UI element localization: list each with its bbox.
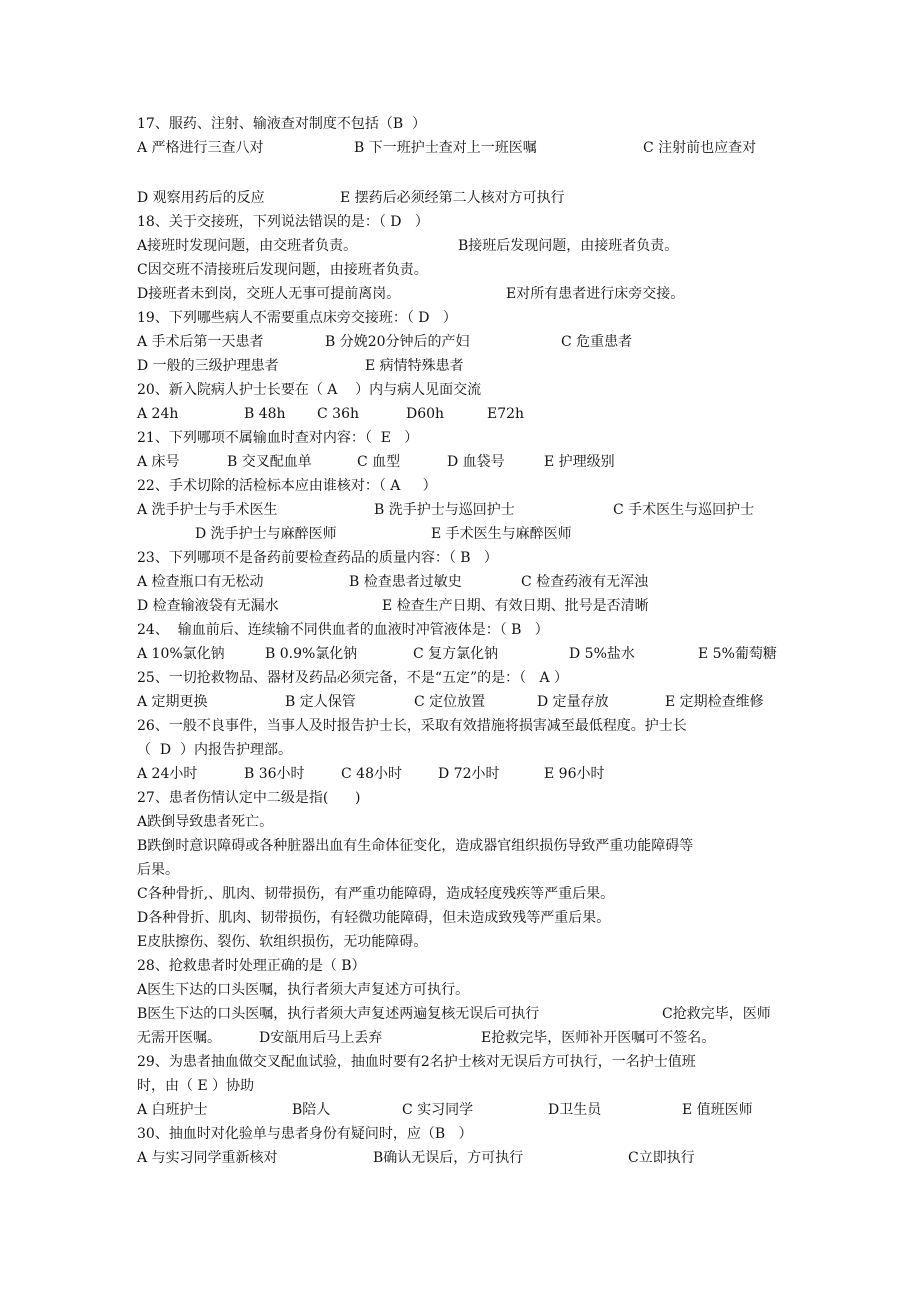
- q18-option-b: B接班后发现问题，由接班者负责。: [458, 238, 679, 254]
- q18-option-c: C因交班不清接班后发现问题，由接班者负责。: [137, 262, 428, 278]
- q28-option-b: B医生下达的口头医嘱，执行者须大声复述两遍复核无误后可执行: [137, 1006, 540, 1022]
- q26-option-a: A 24小时: [137, 766, 198, 782]
- q17-option-e: E 摆药后必须经第二人核对方可执行: [340, 190, 565, 206]
- q17-option-a: A 严格进行三查八对: [137, 140, 264, 156]
- q17-option-c: C 注射前也应查对: [643, 140, 757, 156]
- question-19-stem: 19、下列哪些病人不需要重点床旁交接班：（ D ）: [137, 310, 457, 326]
- q25-option-d: D 定量存放: [537, 694, 609, 710]
- q25-option-b: B 定人保管: [285, 694, 356, 710]
- document-page: [137, 112, 797, 1170]
- q21-option-e: E 护理级别: [544, 454, 615, 470]
- q25-option-e: E 定期检查维修: [665, 694, 764, 710]
- question-27-stem: 27、患者伤情认定中二级是指( ): [137, 790, 361, 806]
- question-29-stem-cont: 时，由（ E ）协助: [137, 1078, 255, 1094]
- q30-option-a: A 与实习同学重新核对: [137, 1150, 278, 1166]
- q24-option-b: B 0.9%氯化钠: [265, 646, 358, 662]
- q18-option-a: A接班时发现问题，由交班者负责。: [137, 238, 358, 254]
- q25-option-c: C 定位放置: [414, 694, 486, 710]
- q28-option-c-cont: 无需开医嘱。: [137, 1030, 221, 1046]
- q22-option-d: D 洗手护士与麻醉医师: [195, 526, 337, 542]
- q20-option-c: C 36h: [317, 406, 359, 422]
- question-17-stem: 17、服药、注射、输液查对制度不包括（B ）: [137, 116, 427, 132]
- q29-option-b: B陪人: [292, 1102, 331, 1118]
- q27-option-d: D各种骨折、肌肉、韧带损伤，有轻微功能障碍，但未造成致残等严重后果。: [137, 910, 611, 926]
- question-21-options: [137, 450, 797, 474]
- question-17-options-2: [137, 186, 797, 210]
- question-23-options: [137, 570, 797, 594]
- q28-option-c: C抢救完毕，医师: [662, 1006, 771, 1022]
- question-24-stem: 24、 输血前后、连续输不同供血者的血液时冲管液体是：（ B ）: [137, 622, 549, 638]
- question-19-options: [137, 330, 797, 354]
- q23-option-d: D 检查输液袋有无漏水: [137, 598, 279, 614]
- q21-option-b: B 交叉配血单: [227, 454, 312, 470]
- q22-option-c: C 手术医生与巡回护士: [613, 502, 755, 518]
- question-26-stem-cont: （ D ）内报告护理部。: [137, 742, 293, 758]
- question-20-stem: 20、新入院病人护士长要在（ A ）内与病人见面交流: [137, 382, 482, 398]
- question-18-options: [137, 234, 797, 258]
- q28-option-e: E抢救完毕，医师补开医嘱可不签名。: [481, 1030, 716, 1046]
- q24-option-d: D 5%盐水: [569, 646, 635, 662]
- q21-option-d: D 血袋号: [447, 454, 505, 470]
- question-26-options: [137, 762, 797, 786]
- q27-option-b: B跌倒时意识障碍或各种脏器出血有生命体征变化，造成器官组织损伤导致严重功能障碍等: [137, 838, 694, 854]
- q17-option-b: B 下一班护士查对上一班医嘱: [354, 140, 537, 156]
- q18-option-d: D接班者未到岗，交班人无事可提前离岗。: [137, 286, 401, 302]
- q19-option-a: A 手术后第一天患者: [137, 334, 264, 350]
- question-25-stem: 25、一切抢救物品、器材及药品必须完备，不是“五定”的是：（ A ）: [137, 670, 569, 686]
- q20-option-a: A 24h: [137, 406, 179, 422]
- q28-option-d: D安瓿用后马上丢弃: [259, 1030, 383, 1046]
- question-21-stem: 21、下列哪项不属输血时查对内容：（ E ）: [137, 430, 419, 446]
- q20-option-d: D60h: [406, 406, 445, 422]
- q26-option-d: D 72小时: [438, 766, 500, 782]
- q19-option-b: B 分娩20分钟后的产妇: [325, 334, 470, 350]
- q27-option-a: A跌倒导致患者死亡。: [137, 814, 274, 830]
- question-28-options-2: [137, 1026, 797, 1050]
- q24-option-e: E 5%葡萄糖: [698, 646, 777, 662]
- q22-option-a: A 洗手护士与手术医生: [137, 502, 278, 518]
- q20-option-e: E72h: [487, 406, 525, 422]
- question-24-options: [137, 642, 797, 666]
- question-23-stem: 23、下列哪项不是备药前要检查药品的质量内容：（ B ）: [137, 550, 498, 566]
- q24-option-a: A 10%氯化钠: [137, 646, 225, 662]
- q30-option-b: B确认无误后，方可执行: [373, 1150, 524, 1166]
- question-22-options: [137, 498, 797, 522]
- question-28-options: [137, 1002, 797, 1026]
- question-18-options-3: [137, 282, 797, 306]
- question-30-options: [137, 1146, 797, 1170]
- q23-option-a: A 检查瓶口有无松动: [137, 574, 264, 590]
- q27-option-b-cont: 后果。: [137, 862, 179, 878]
- q23-option-b: B 检查患者过敏史: [349, 574, 462, 590]
- q18-option-e: E对所有患者进行床旁交接。: [506, 286, 685, 302]
- question-17-options: [137, 136, 797, 160]
- question-19-options-2: [137, 354, 797, 378]
- q20-option-b: B 48h: [244, 406, 286, 422]
- q30-option-c: C立即执行: [628, 1150, 695, 1166]
- q24-option-c: C 复方氯化钠: [413, 646, 499, 662]
- q19-option-e: E 病情特殊患者: [365, 358, 464, 374]
- question-18-stem: 18、关于交接班，下列说法错误的是：（ D ）: [137, 214, 429, 230]
- question-20-options: [137, 402, 797, 426]
- q21-option-c: C 血型: [357, 454, 401, 470]
- question-29-options: [137, 1098, 797, 1122]
- q25-option-a: A 定期更换: [137, 694, 208, 710]
- question-26-stem: 26、一般不良事件，当事人及时报告护士长，采取有效措施将损害减至最低程度。护士长: [137, 718, 687, 734]
- question-22-stem: 22、手术切除的活检标本应由谁核对：（ A ）: [137, 478, 437, 494]
- question-29-stem: 29、为患者抽血做交叉配血试验，抽血时要有2名护士核对无误后方可执行，一名护士值班: [137, 1054, 696, 1070]
- question-22-options-2: [137, 522, 797, 546]
- q29-option-c: C 实习同学: [402, 1102, 474, 1118]
- q29-option-e: E 值班医师: [682, 1102, 753, 1118]
- q22-option-b: B 洗手护士与巡回护士: [374, 502, 515, 518]
- q26-option-b: B 36小时: [244, 766, 305, 782]
- q23-option-c: C 检查药液有无浑浊: [521, 574, 649, 590]
- q27-option-c: C各种骨折,、肌肉、韧带损伤，有严重功能障碍，造成轻度残疾等严重后果。: [137, 886, 615, 902]
- question-23-options-2: [137, 594, 797, 618]
- q28-option-a: A医生下达的口头医嘱，执行者须大声复述方可执行。: [137, 982, 470, 998]
- q26-option-e: E 96小时: [544, 766, 605, 782]
- q17-option-d: D 观察用药后的反应: [137, 190, 265, 206]
- question-28-stem: 28、抢救患者时处理正确的是（ B）: [137, 958, 366, 974]
- q29-option-d: D卫生员: [548, 1102, 602, 1118]
- spacer: [137, 160, 797, 186]
- question-30-stem: 30、抽血时对化验单与患者身份有疑问时，应（B ）: [137, 1126, 473, 1142]
- q21-option-a: A 床号: [137, 454, 180, 470]
- q19-option-d: D 一般的三级护理患者: [137, 358, 279, 374]
- q29-option-a: A 白班护士: [137, 1102, 208, 1118]
- q19-option-c: C 危重患者: [561, 334, 633, 350]
- question-25-options: [137, 690, 797, 714]
- q26-option-c: C 48小时: [341, 766, 402, 782]
- q23-option-e: E 检查生产日期、有效日期、批号是否清晰: [382, 598, 649, 614]
- q27-option-e: E皮肤擦伤、裂伤、软组织损伤，无功能障碍。: [137, 934, 428, 950]
- q22-option-e: E 手术医生与麻醉医师: [431, 526, 572, 542]
